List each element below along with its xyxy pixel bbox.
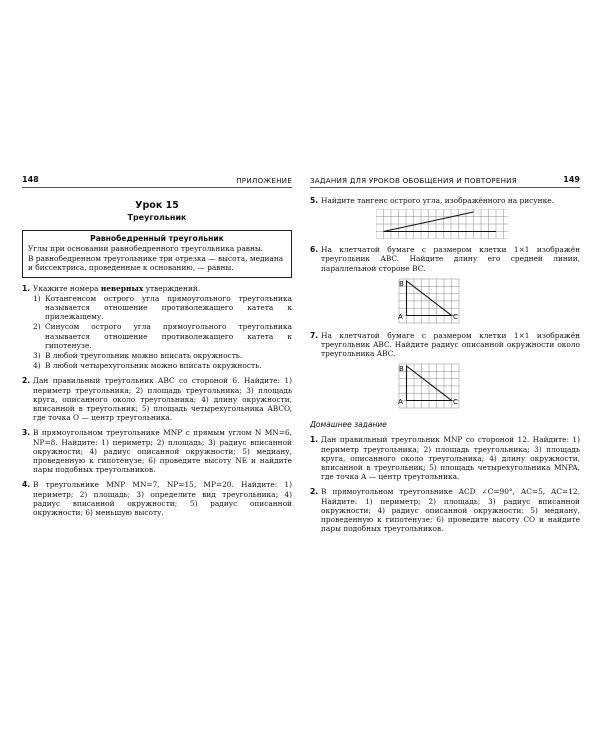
item-text: В любой треугольник можно вписать окружность. bbox=[45, 351, 243, 361]
item-number: 1) bbox=[33, 293, 41, 303]
task-number: 1. bbox=[310, 435, 319, 445]
vertex-label-a: A bbox=[398, 312, 403, 321]
vertex-label-a: A bbox=[398, 398, 403, 407]
task-text: На клетчатой бумаге с размером клетки 1×1 изображён треугольник ABC. Найдите длину его средней линии, параллельной стороне BC. bbox=[321, 245, 580, 273]
task-number: 2. bbox=[22, 376, 31, 386]
running-head: ПРИЛОЖЕНИЕ bbox=[236, 176, 292, 185]
task-number: 5. bbox=[310, 196, 319, 205]
task-text: В прямоугольном треугольнике MNP с прямым углом N MN=6, NP=8. Найдите: 1) периметр; 2) площадь; 3) радиус вписанной окружности; 4) радиус описанной окружности; 5) медиану, проведенную к гипотенузе; 6) проведите высоту NE и найдите пары подобных треугольников. bbox=[33, 428, 292, 475]
item-text: Синусом острого угла прямоугольного треугольника называется отношение противолежащего катета к гипотенузе. bbox=[45, 322, 292, 350]
task-number: 1. bbox=[22, 283, 31, 293]
vertex-label-c: C bbox=[453, 398, 458, 407]
running-head: ЗАДАНИЯ ДЛЯ УРОКОВ ОБОБЩЕНИЯ И ПОВТОРЕНИЯ bbox=[310, 176, 517, 185]
right-page bbox=[310, 175, 580, 533]
theory-box bbox=[22, 230, 292, 278]
task-7 bbox=[310, 331, 580, 411]
item-text: Котангенсом острого угла прямоугольного треугольника называется отношение противолежащего катета к прилежащему. bbox=[45, 293, 292, 322]
task-text: Дан правильный треугольник MNP со стороной 12. Найдите: 1) периметр треугольника; 2) площадь треугольника; 3) площадь круга, описанного около треугольника; 4) длину окружности, вписанной в треугольник; 5) площадь четырехугольника MNPA, где точка A — центр треугольника. bbox=[321, 435, 580, 482]
task-tail: утверждений. bbox=[145, 283, 201, 293]
homework-task-1 bbox=[310, 435, 580, 481]
grid-triangle-figure bbox=[389, 277, 469, 325]
vertex-label-b: B bbox=[399, 279, 404, 288]
vertex-label-b: B bbox=[399, 365, 404, 374]
lesson-topic: Треугольник bbox=[127, 213, 187, 222]
right-page-header bbox=[310, 175, 580, 188]
homework-heading: Домашнее задание bbox=[310, 420, 387, 430]
task-number: 2. bbox=[310, 487, 319, 497]
item-number: 3) bbox=[33, 351, 41, 361]
task-item bbox=[33, 361, 292, 370]
page-number: 148 bbox=[22, 175, 39, 184]
vertex-label-c: C bbox=[453, 312, 458, 321]
item-number: 2) bbox=[33, 322, 41, 332]
figure-triangle-7 bbox=[389, 362, 580, 410]
left-page bbox=[22, 175, 292, 517]
task-6 bbox=[310, 245, 580, 325]
task-2 bbox=[22, 376, 292, 422]
task-text: Найдите тангенс острого угла, изображённого на рисунке. bbox=[321, 196, 554, 205]
homework-task-2 bbox=[310, 487, 580, 533]
task-statement bbox=[33, 284, 292, 293]
task-text: В треугольнике MNP MN=7, NP=15, MP=20. Найдите: 1) периметр; 2) площадь; 3) определите вид треугольника; 4) радиус вписанной окружности; 5) радиус описанной окружности; 6) меньшую высоту. bbox=[33, 480, 292, 518]
task-text: В прямоугольном треугольнике ACD ∠C=90°, AC=5, AC=12. Найдите: 1) периметр; 2) площадь; 3) радиус вписанной окружности; 4) радиус описанной окружности; 5) медиану, проведенную к гипотенузе; 6) проведите высоту CO и найдите пары подобных треугольников. bbox=[321, 487, 580, 534]
figure-triangle-6 bbox=[389, 277, 580, 325]
theory-box-title: Равнобедренный треугольник bbox=[90, 234, 224, 243]
task-number: 4. bbox=[22, 480, 31, 490]
figure-angle bbox=[376, 209, 580, 239]
task-text: На клетчатой бумаге с размером клетки 1×1 изображён треугольник ABC. Найдите радиус описанной окружности около треугольника ABC. bbox=[321, 330, 580, 359]
task-text: Дан правильный треугольник ABC со стороной 6. Найдите: 1) периметр треугольника; 2) площадь треугольника; 3) площадь круга, описанного около треугольника; 4) длину окружности, вписанной в треугольник; 5) площадь четырехугольника ABCO, где точка O — центр треугольника. bbox=[33, 376, 292, 423]
task-5 bbox=[310, 196, 580, 239]
task-lead: Укажите номера bbox=[33, 283, 99, 293]
task-3 bbox=[22, 428, 292, 474]
item-number: 4) bbox=[33, 361, 41, 371]
grid-triangle-figure bbox=[389, 362, 469, 410]
task-item bbox=[33, 294, 292, 322]
theory-paragraph: Углы при основании равнобедренного треугольника равны. bbox=[28, 244, 264, 254]
item-text: В любой четырехугольник можно вписать окружность. bbox=[45, 361, 262, 371]
task-item bbox=[33, 351, 292, 360]
lesson-title: Урок 15 bbox=[135, 200, 179, 211]
grid-angle-figure bbox=[376, 209, 508, 239]
task-number: 6. bbox=[310, 245, 319, 255]
task-4 bbox=[22, 480, 292, 517]
page-number: 149 bbox=[563, 175, 580, 184]
left-page-header bbox=[22, 175, 292, 188]
task-emphasis: неверных bbox=[100, 283, 144, 293]
task-1 bbox=[22, 284, 292, 371]
task-number: 3. bbox=[22, 428, 31, 438]
task-number: 7. bbox=[310, 330, 319, 340]
theory-paragraph: В равнобедренном треугольнике три отрезка — высота, медиана и биссектриса, проведенные к основанию, — равны. bbox=[28, 253, 284, 273]
task-item bbox=[33, 322, 292, 350]
